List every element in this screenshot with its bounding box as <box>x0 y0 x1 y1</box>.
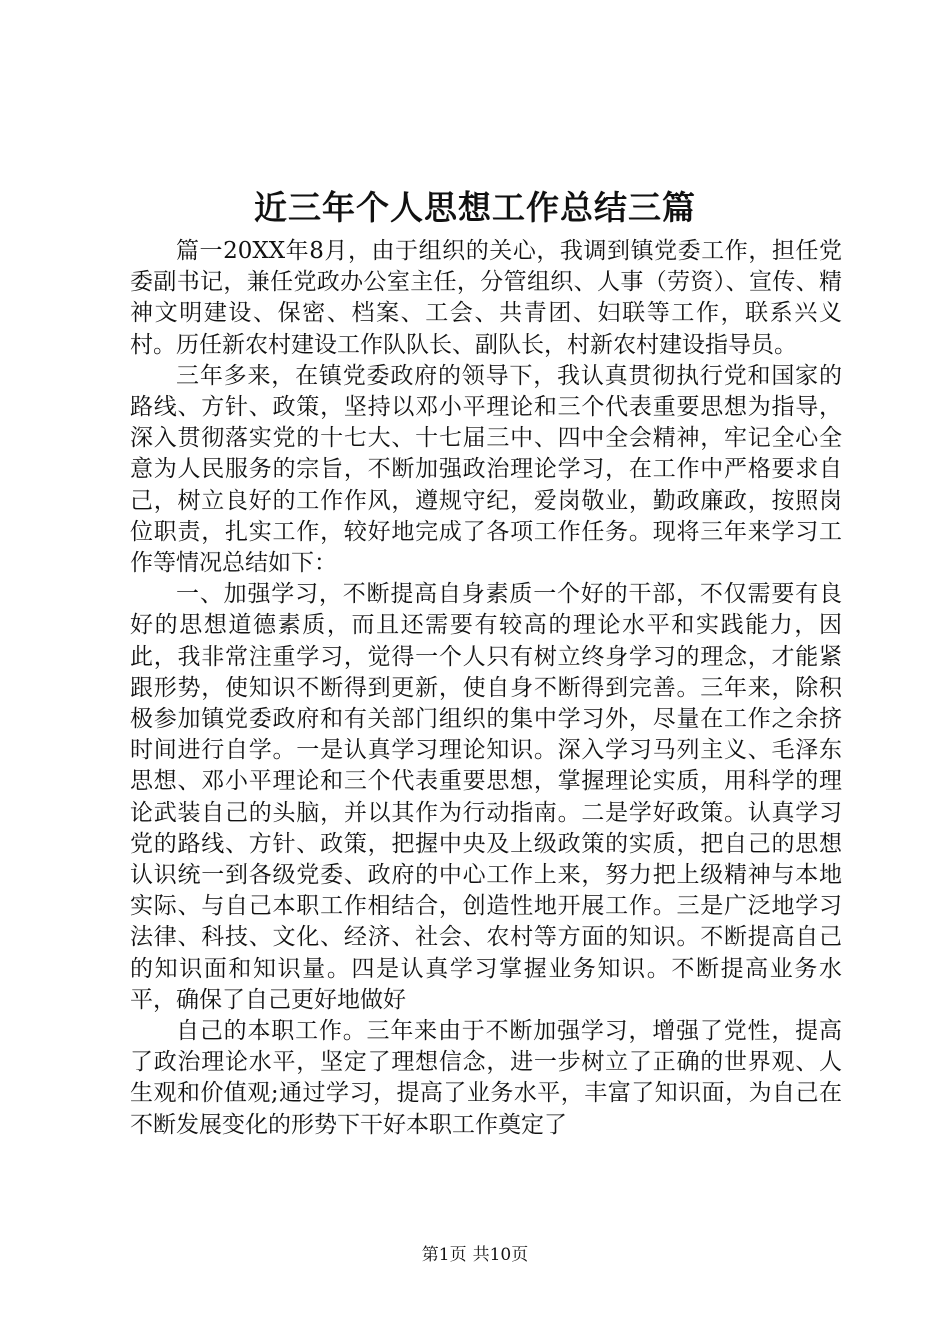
body-paragraph: 自己的本职工作。三年来由于不断加强学习，增强了党性，提高了政治理论水平，坚定了理想信念，进一步树立了正确的世界观、人生观和价值观;通过学习，提高了业务水平，丰富了知识面，为自己在不断发展变化的形势下干好本职工作奠定了 <box>130 1018 842 1138</box>
document-title: 近三年个人思想工作总结三篇 <box>254 188 696 227</box>
page-footer <box>0 1243 950 1267</box>
page-total: 共10页 <box>472 1245 529 1265</box>
body-paragraph: 三年多来，在镇党委政府的领导下，我认真贯彻执行党和国家的路线、方针、政策，坚持以邓小平理论和三个代表重要思想为指导，深入贯彻落实党的十七大、十七届三中、四中全会精神，牢记全心全意为人民服务的宗旨，不断加强政治理论学习，在工作中严格要求自己，树立良好的工作作风，遵规守纪，爱岗敬业，勤政廉政，按照岗位职责，扎实工作，较好地完成了各项工作任务。现将三年来学习工作等情况总结如下： <box>130 362 842 577</box>
page-number: 第1页 <box>421 1245 467 1265</box>
body-paragraph: 篇一20XX年8月，由于组织的关心，我调到镇党委工作，担任党委副书记，兼任党政办公室主任，分管组织、人事（劳资）、宣传、精神文明建设、保密、档案、工会、共青团、妇联等工作，联系兴义村。历任新农村建设工作队队长、副队长，村新农村建设指导员。 <box>130 238 842 358</box>
body-paragraph: 一、加强学习，不断提高自身素质一个好的干部，不仅需要有良好的思想道德素质，而且还需要有较高的理论水平和实践能力，因此，我非常注重学习，觉得一个人只有树立终身学习的理念，才能紧跟形势，使知识不断得到更新，使自身不断得到完善。三年来，除积极参加镇党委政府和有关部门组织的集中学习外，尽量在工作之余挤时间进行自学。一是认真学习理论知识。深入学习马列主义、毛泽东思想、邓小平理论和三个代表重要思想，掌握理论实质，用科学的理论武装自己的头脑，并以其作为行动指南。二是学好政策。认真学习党的路线、方针、政策，把握中央及上级政策的实质，把自己的思想认识统一到各级党委、政府的中心工作上来，努力把上级精神与本地实际、与自己本职工作相结合，创造性地开展工作。三是广泛地学习法律、科技、文化、经济、社会、农村等方面的知识。不断提高自己的知识面和知识量。四是认真学习掌握业务知识。不断提高业务水平，确保了自己更好地做好 <box>130 581 842 1013</box>
document-body <box>130 236 842 1141</box>
